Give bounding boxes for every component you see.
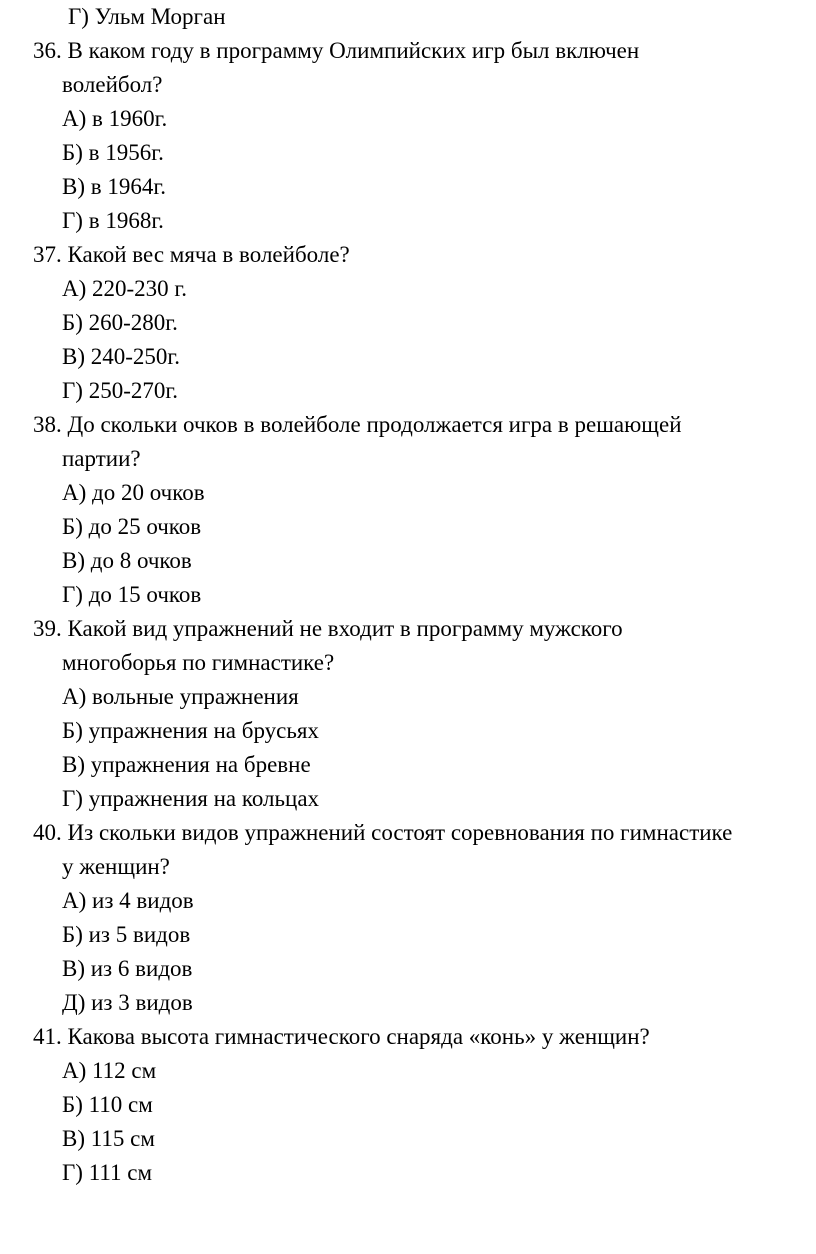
answer-option: В) до 8 очков <box>62 548 192 573</box>
question-line: 36. В каком году в программу Олимпийских игр был включен <box>33 38 640 63</box>
question-line: 38. До скольки очков в волейболе продолжается игра в решающей <box>33 412 682 437</box>
answer-option: В) упражнения на бревне <box>62 752 311 777</box>
answer-option: Г) упражнения на кольцах <box>62 786 320 811</box>
answer-option: Г) 111 см <box>62 1160 153 1185</box>
answer-option: В) из 6 видов <box>62 956 193 981</box>
answer-option: Б) в 1956г. <box>62 140 164 165</box>
question-line: 41. Какова высота гимнастического снаряда «конь» у женщин? <box>33 1024 650 1049</box>
question-text <box>33 1020 816 1054</box>
question-text <box>33 34 816 102</box>
question-text <box>33 408 816 476</box>
question-41 <box>33 1020 816 1190</box>
question-text <box>33 238 816 272</box>
question-40 <box>33 816 816 1020</box>
answer-option: Б) 260-280г. <box>62 310 178 335</box>
answer-option: В) 240-250г. <box>62 344 180 369</box>
question-line: 39. Какой вид упражнений не входит в программу мужского <box>33 616 623 641</box>
answer-option: Б) до 25 очков <box>62 514 202 539</box>
question-line-continued: партии? <box>62 446 141 471</box>
answer-option: Г) до 15 очков <box>62 582 202 607</box>
answer-option: А) вольные упражнения <box>62 684 299 709</box>
answer-option: А) до 20 очков <box>62 480 205 505</box>
answer-option: Г) в 1968г. <box>62 208 164 233</box>
question-line-continued: многоборья по гимнастике? <box>62 650 335 675</box>
question-text <box>33 612 816 680</box>
answer-option: В) в 1964г. <box>62 174 166 199</box>
answer-option: А) 220-230 г. <box>62 276 188 301</box>
question-36 <box>33 34 816 238</box>
question-line: 40. Из скольки видов упражнений состоят соревнования по гимнастике <box>33 820 733 845</box>
answer-option: Г) 250-270г. <box>62 378 178 403</box>
answer-option: В) 115 см <box>62 1126 155 1151</box>
question-line-continued: волейбол? <box>62 72 163 97</box>
answer-option: А) в 1960г. <box>62 106 168 131</box>
answer-option: Б) 110 см <box>62 1092 153 1117</box>
answer-option: А) 112 см <box>62 1058 157 1083</box>
answer-option: Б) из 5 видов <box>62 922 191 947</box>
answer-option: Б) упражнения на брусьях <box>62 718 319 743</box>
answer-option: А) из 4 видов <box>62 888 194 913</box>
question-37 <box>33 238 816 408</box>
question-list <box>33 34 816 1190</box>
question-38 <box>33 408 816 612</box>
question-line-continued: у женщин? <box>62 854 170 879</box>
answer-option: Д) из 3 видов <box>62 990 193 1015</box>
question-39 <box>33 612 816 816</box>
question-line: 37. Какой вес мяча в волейболе? <box>33 242 350 267</box>
carryover-answer-option: Г) Ульм Морган <box>68 4 226 29</box>
question-text <box>33 816 816 884</box>
